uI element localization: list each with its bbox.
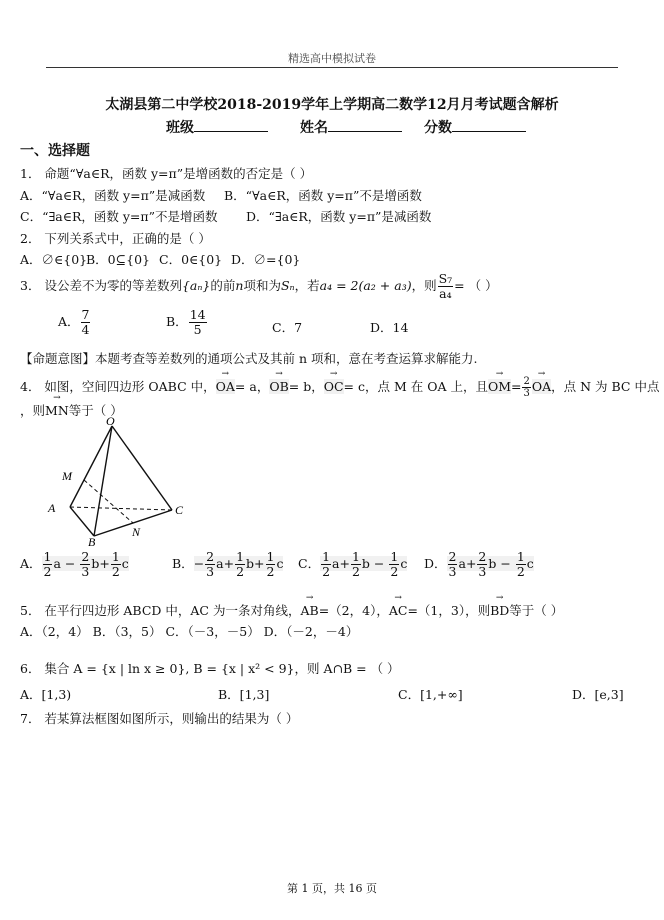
q4-coef-den: 3 [523,388,530,399]
label-a: A [48,501,56,515]
q3-stem [20,272,498,301]
q4-option-c [298,550,407,579]
q3-option-a [58,308,91,337]
label-m: M [62,469,72,483]
q4-eq-2: = b， [288,379,324,394]
term-b: b [488,555,497,571]
q4-d-label: D． [424,555,447,571]
frac-den: 2 [351,563,360,579]
q3-ratio [438,272,454,301]
q4-vector-oa-2: → OA [532,379,551,394]
edge-ab [70,507,94,536]
q3-option-a-num: 7 [81,307,90,322]
class-label: 班级 [166,120,194,136]
q5-eq-2: =（1，3），则 [407,603,491,618]
op: − [500,555,511,571]
frac-den: 3 [448,563,457,579]
q5-text-1: 5． 在平行四边形 ABCD 中，AC 为一条对角线， [20,603,301,618]
q4-c-label: C． [298,555,321,571]
q3-option-d: D．14 [370,320,409,335]
q2-option-b: B．0⊆{0} [86,252,150,267]
term-a: a [53,555,61,571]
q5-eq-3: 等于（ ） [509,603,564,618]
frac-num: 1 [516,549,525,564]
q4-eq-5: ，点 N 为 BC 中点 [551,379,660,394]
label-n: N [132,525,141,539]
q1-option-d: D．“∃a∈R，函数 y=π”是减函数 [246,209,432,224]
op: + [223,555,235,571]
frac-num: 1 [266,549,275,564]
frac-den: 3 [81,563,90,579]
term-c: c [400,555,408,571]
frac-den: 3 [478,563,487,579]
frac-num: 1 [322,549,331,564]
op: − [64,555,76,571]
q1-option-b: B．“∀a∈R，函数 y=π”不是增函数 [224,188,422,203]
op: − [193,555,205,571]
q4-text-3: 等于（ ） [68,403,123,418]
label-b: B [88,535,96,548]
frac-den: 2 [516,563,525,579]
term-b: b [91,555,100,571]
q3-text-5: ，则 [411,277,437,293]
q4-vector-ob: → OB [269,379,288,394]
q1-stem: 1． 命题“∀a∈R，函数 y=π”是增函数的否定是（ ） [20,166,313,181]
q3-note: 【命题意图】本题考查等差数列的通项公式及其前 n 项和，意在考查运算求解能力. [20,351,478,366]
term-c: c [121,555,129,571]
frac-den: 2 [43,563,52,579]
q2-stem: 2． 下列关系式中，正确的是（ ） [20,231,211,246]
frac-den: 2 [266,563,275,579]
frac-den: 2 [236,563,245,579]
q2-option-c: C．0∈{0} [159,252,223,267]
q5-vector-bd: → BD [490,603,509,618]
term-a: a [216,555,224,571]
term-b: b [361,555,370,571]
term-b: b [246,555,255,571]
term-a: a [458,555,466,571]
op: + [99,555,110,571]
op: + [465,555,477,571]
q3-option-b [166,308,208,337]
q3-option-b-den: 5 [193,321,202,337]
q3-condition: a₄ = 2(a₂ + a₃) [319,277,412,293]
q4-b-label: B． [172,555,194,571]
q4-vector-mn: → MN [45,403,69,418]
q4-eq-4: = [511,379,522,394]
header-divider [46,67,618,68]
name-field [300,117,402,137]
q4-text-1: 4． 如图，空间四边形 OABC 中， [20,379,216,394]
q6-option-c: C．[1,+∞] [398,687,463,702]
q3-option-c: C．7 [272,320,303,335]
label-o: O [106,416,115,428]
q3-text-3: 项和为 [243,277,281,293]
q5-vector-ac: → AC [389,603,408,618]
q3-num: 3． [20,277,41,293]
score-field [424,117,526,137]
page-footer: 第 1 页，共 16 页 [287,882,377,895]
q4-text-2: ，则 [20,403,46,418]
term-a: a [332,555,340,571]
q4-vector-oc: → OC [324,379,344,394]
q5-options: A．（2，4） B．（3，5） C．（－3，－5） D．（－2，－4） [20,624,359,639]
q3-ratio-num: S₇ [438,271,453,286]
name-label: 姓名 [300,120,328,136]
frac-num: 1 [111,549,120,564]
frac-den: 2 [111,563,120,579]
q4-eq-1: = a， [234,379,270,394]
q1-option-c: C．“∃a∈R，函数 y=π”不是增函数 [20,209,218,224]
q4-a-label: A． [20,555,42,571]
q6-option-b: B．[1,3] [218,687,270,702]
edge-ac-hidden [70,507,172,510]
frac-den: 2 [390,563,399,579]
q3-text-6: = （ ） [454,277,498,293]
q3-option-a-label: A． [58,313,80,329]
q3-ratio-den: a₄ [439,285,452,301]
q4-eq-3: = c，点 M 在 OA 上，且 [343,379,488,394]
tetrahedron-figure [44,416,194,548]
frac-num: 2 [448,549,457,564]
frac-num: 1 [390,549,399,564]
q4-vector-om: → OM [488,379,511,394]
score-blank [452,117,526,132]
q4-stem-line1 [20,376,659,399]
q6-stem: 6． 集合 A = {x | ln x ≥ 0}, B = {x | x² < 9}，则 A∩B = （ ） [20,661,400,676]
op: + [339,555,350,571]
frac-den: 3 [206,563,215,579]
q3-option-b-num: 14 [189,307,206,322]
frac-num: 2 [81,549,90,564]
frac-num: 2 [478,549,487,564]
q4-option-a [20,550,129,579]
q3-sequence: {aₙ} [181,277,211,293]
frac-den: 2 [322,563,331,579]
class-blank [194,117,268,132]
op: + [254,555,265,571]
page-header: 精选高中模拟试卷 [288,52,376,65]
op: − [373,555,385,571]
frac-num: 1 [236,549,245,564]
edge-oc [112,426,172,510]
frac-num: 1 [43,549,52,564]
label-c: C [175,503,184,517]
name-blank [328,117,402,132]
q3-n: n [235,277,244,293]
q3-option-a-den: 4 [81,321,90,337]
page-title: 太湖县第二中学校2018-2019学年上学期高二数学12月月考试题含解析 [105,97,559,113]
q3-sn: Sₙ [280,277,295,293]
segment-mn [84,480,133,523]
q4-vector-oa: → OA [216,379,235,394]
q4-option-b [172,550,283,579]
q3-text-2: 的前 [210,277,236,293]
q3-text-4: ，若 [294,277,320,293]
q4-coef-num: 2 [523,376,530,387]
term-c: c [526,555,534,571]
q2-option-a: A．∅∈{0} [20,252,88,267]
q4-option-d [424,550,534,579]
class-field [166,117,268,137]
q5-vector-ab: → AB [300,603,318,618]
q7-stem: 7． 若某算法框图如图所示，则输出的结果为（ ） [20,711,299,726]
q3-option-b-label: B． [166,313,188,329]
frac-num: 2 [206,549,215,564]
q2-option-d: D．∅={0} [231,252,301,267]
term-c: c [276,555,284,571]
q5-stem [20,601,563,619]
section-heading: 一、选择题 [20,143,90,159]
q1-option-a: A．“∀a∈R，函数 y=π”是减函数 [20,188,206,203]
q5-eq-1: =（2，4）， [318,603,389,618]
q3-text-1: 设公差不为零的等差数列 [44,277,182,293]
q6-option-d: D．[e,3] [572,687,624,702]
score-label: 分数 [424,120,452,136]
q6-option-a: A．[1,3) [20,687,72,702]
frac-num: 1 [351,549,360,564]
